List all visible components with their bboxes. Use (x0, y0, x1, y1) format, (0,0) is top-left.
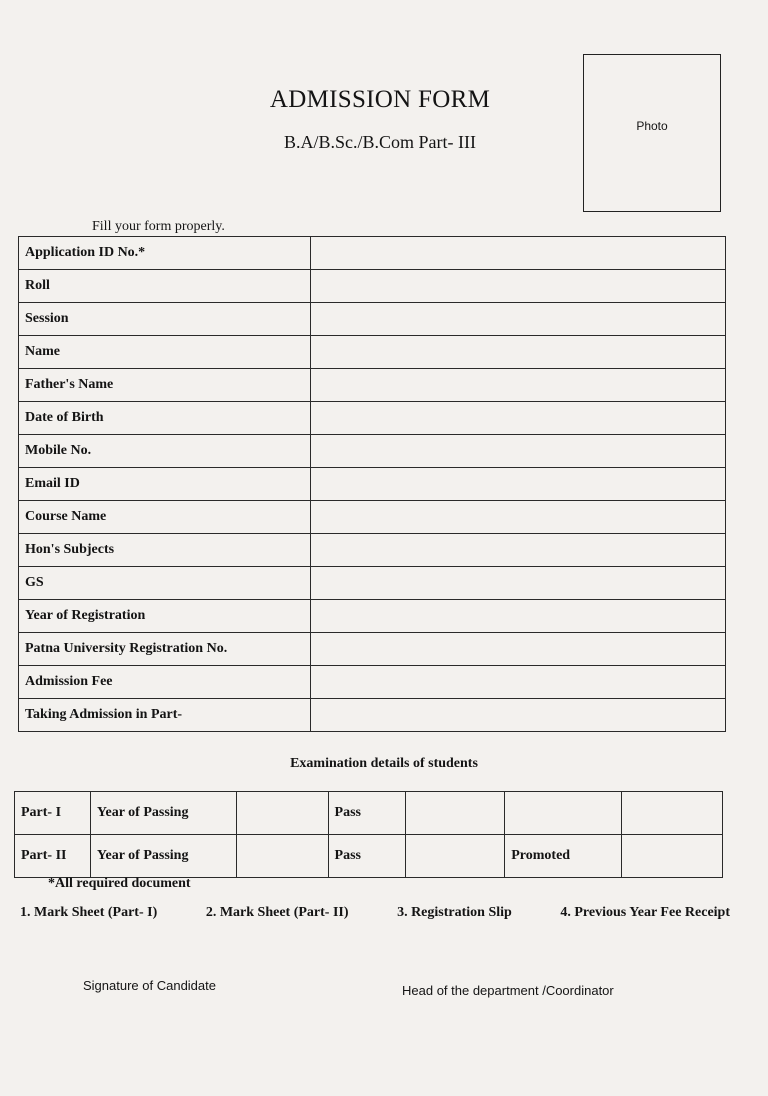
table-row (19, 633, 726, 666)
exam-part-label: Part- II (15, 835, 91, 878)
field-value-admission-part[interactable] (310, 699, 725, 732)
required-documents-note: *All required document (48, 876, 191, 891)
field-label-date-of-birth: Date of Birth (19, 402, 311, 435)
field-label-gs: GS (19, 567, 311, 600)
field-label-fathers-name: Father's Name (19, 369, 311, 402)
field-label-year-of-registration: Year of Registration (19, 600, 311, 633)
field-label-mobile-no: Mobile No. (19, 435, 311, 468)
form-subtitle: B.A/B.Sc./B.Com Part- III (284, 132, 476, 152)
table-row (19, 336, 726, 369)
field-label-application-id: Application ID No.* (19, 237, 311, 270)
field-value-email-id[interactable] (310, 468, 725, 501)
head-signature-label: Head of the department /Coordinator (402, 983, 614, 998)
field-value-name[interactable] (310, 336, 725, 369)
field-value-year-of-registration[interactable] (310, 600, 725, 633)
table-row (19, 237, 726, 270)
exam-promoted-label: Promoted (505, 835, 622, 878)
exam-details-table (14, 791, 723, 878)
exam-year-value[interactable] (236, 835, 328, 878)
field-value-date-of-birth[interactable] (310, 402, 725, 435)
details-table (18, 236, 726, 732)
exam-details-heading: Examination details of students (290, 756, 478, 771)
table-row (19, 534, 726, 567)
document-item: 1. Mark Sheet (Part- I) (20, 905, 158, 920)
exam-year-value[interactable] (236, 792, 328, 835)
table-row (19, 666, 726, 699)
instruction-text: Fill your form properly. (92, 219, 225, 234)
photo-box (583, 54, 721, 212)
photo-label: Photo (636, 119, 668, 133)
field-label-admission-part: Taking Admission in Part- (19, 699, 311, 732)
exam-part-label: Part- I (15, 792, 91, 835)
document-item: 2. Mark Sheet (Part- II) (205, 905, 349, 920)
exam-year-label: Year of Passing (90, 792, 236, 835)
field-value-admission-fee[interactable] (310, 666, 725, 699)
field-value-hons-subjects[interactable] (310, 534, 725, 567)
exam-pass-value[interactable] (406, 792, 505, 835)
table-row (19, 600, 726, 633)
field-value-fathers-name[interactable] (310, 369, 725, 402)
document-item: 3. Registration Slip (397, 905, 512, 920)
exam-pass-value[interactable] (406, 835, 505, 878)
field-value-course-name[interactable] (310, 501, 725, 534)
exam-promoted-value[interactable] (622, 835, 723, 878)
required-documents-list (20, 905, 730, 921)
exam-extra-value[interactable] (622, 792, 723, 835)
field-label-roll: Roll (19, 270, 311, 303)
field-value-gs[interactable] (310, 567, 725, 600)
table-row (19, 435, 726, 468)
exam-pass-label: Pass (328, 835, 406, 878)
field-label-university-registration-no: Patna University Registration No. (19, 633, 311, 666)
document-item: 4. Previous Year Fee Receipt (560, 905, 730, 920)
candidate-signature-label: Signature of Candidate (83, 978, 216, 993)
table-row (19, 270, 726, 303)
field-label-hons-subjects: Hon's Subjects (19, 534, 311, 567)
field-label-email-id: Email ID (19, 468, 311, 501)
exam-extra-label (505, 792, 622, 835)
field-label-name: Name (19, 336, 311, 369)
field-label-admission-fee: Admission Fee (19, 666, 311, 699)
table-row (19, 567, 726, 600)
table-row (19, 369, 726, 402)
exam-year-label: Year of Passing (90, 835, 236, 878)
field-value-roll[interactable] (310, 270, 725, 303)
table-row (19, 699, 726, 732)
table-row (19, 303, 726, 336)
form-title: ADMISSION FORM (269, 86, 491, 113)
field-value-university-registration-no[interactable] (310, 633, 725, 666)
field-value-application-id[interactable] (310, 237, 725, 270)
field-label-session: Session (19, 303, 311, 336)
table-row (19, 501, 726, 534)
field-value-mobile-no[interactable] (310, 435, 725, 468)
table-row (19, 402, 726, 435)
table-row (15, 835, 723, 878)
table-row (19, 468, 726, 501)
exam-pass-label: Pass (328, 792, 406, 835)
field-value-session[interactable] (310, 303, 725, 336)
table-row (15, 792, 723, 835)
field-label-course-name: Course Name (19, 501, 311, 534)
